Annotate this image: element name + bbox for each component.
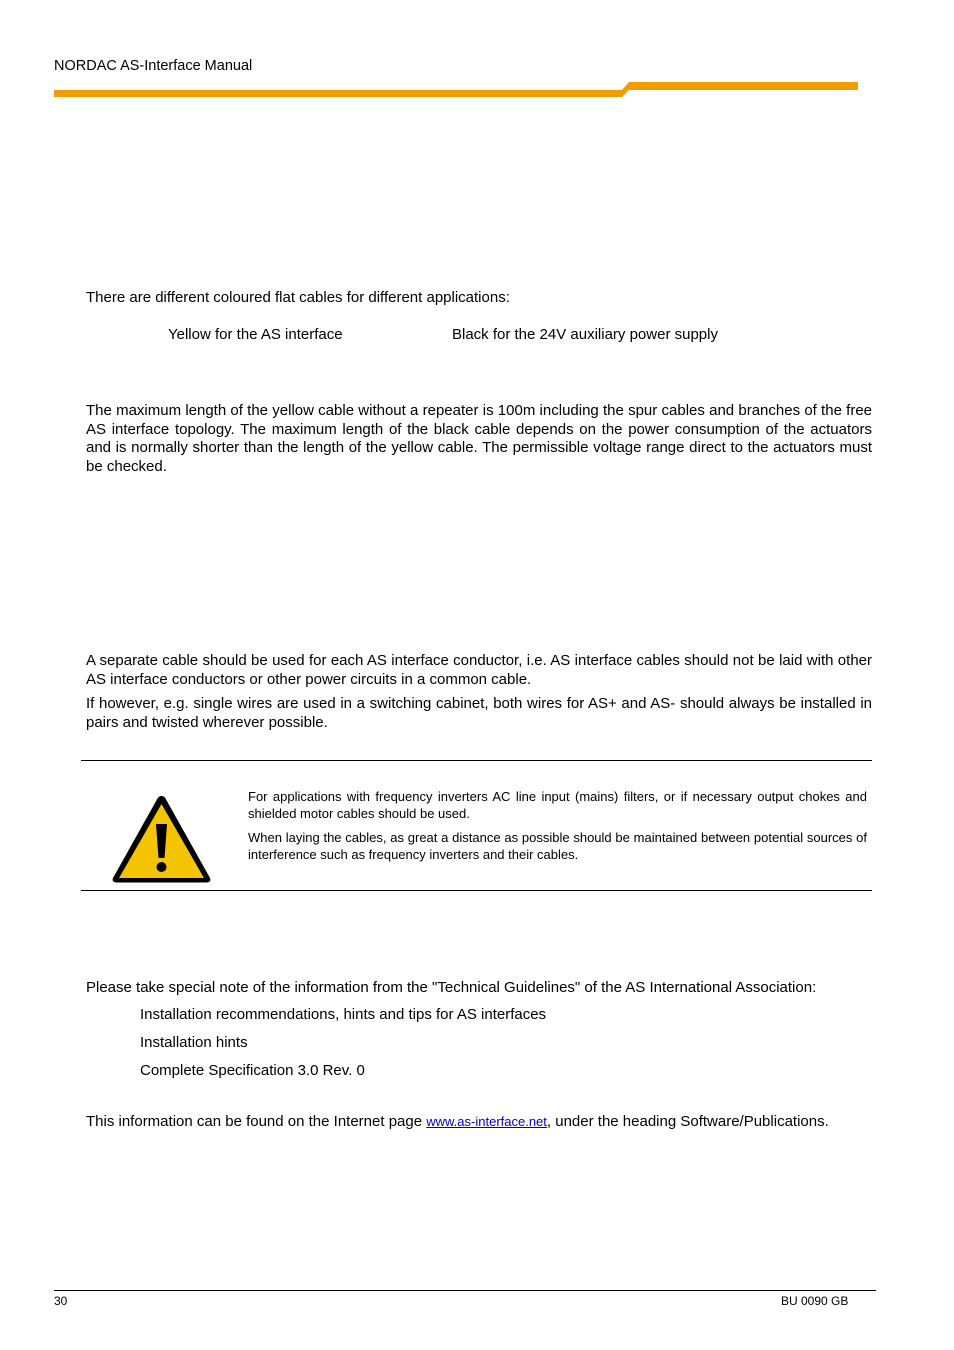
header-accent-bar: [54, 80, 860, 100]
guideline-item: Complete Specification 3.0 Rev. 0: [140, 1062, 365, 1079]
internet-info-paragraph: [86, 1113, 872, 1132]
black-cable-label: Black for the 24V auxiliary power supply: [452, 326, 718, 343]
as-interface-link[interactable]: www.as-interface.net: [426, 1114, 547, 1129]
cables-intro: There are different coloured flat cables for different applications:: [86, 289, 510, 306]
document-code: BU 0090 GB: [781, 1294, 849, 1308]
internet-info-text: This information can be found on the Internet page: [86, 1113, 427, 1130]
warning-note-filters: For applications with frequency inverters AC line input (mains) filters, or if necessary output chokes and shielded motor cables should be used.: [248, 789, 867, 821]
yellow-cable-label: Yellow for the AS interface: [168, 326, 343, 343]
footer-rule: [54, 1290, 876, 1291]
guideline-item: Installation recommendations, hints and tips for AS interfaces: [140, 1006, 547, 1023]
cable-length-paragraph: The maximum length of the yellow cable without a repeater is 100m including the spur cables and branches of the free AS interface topology. The maximum length of the black cable depends on the power consumption of the actuators and is normally shorter than the length of the yellow cable. The permissible voltage range direct to the actuators must be checked.: [86, 402, 872, 475]
guidelines-intro: Please take special note of the information from the "Technical Guidelines" of the AS International Association:: [86, 979, 817, 996]
header-title: NORDAC AS-Interface Manual: [54, 58, 253, 74]
guideline-item: Installation hints: [140, 1034, 248, 1051]
page-number: 30: [54, 1294, 68, 1308]
warning-triangle-icon: [111, 794, 212, 884]
warning-note-distance: When laying the cables, as great a distance as possible should be maintained between potential sources of interference such as frequency inverters and their cables.: [248, 830, 867, 862]
internet-info-heading: , under the heading Software/Publications.: [546, 1113, 829, 1130]
separate-cable-paragraph: A separate cable should be used for each AS interface conductor, i.e. AS interface cables should not be laid with other AS interface conductors or other power circuits in a common cable.: [86, 652, 872, 688]
warning-top-rule: [81, 760, 872, 761]
twisted-pairs-paragraph: If however, e.g. single wires are used in a switching cabinet, both wires for AS+ and AS- should always be installed in pairs and twisted wherever possible.: [86, 695, 872, 731]
warning-bottom-rule: [81, 890, 872, 891]
